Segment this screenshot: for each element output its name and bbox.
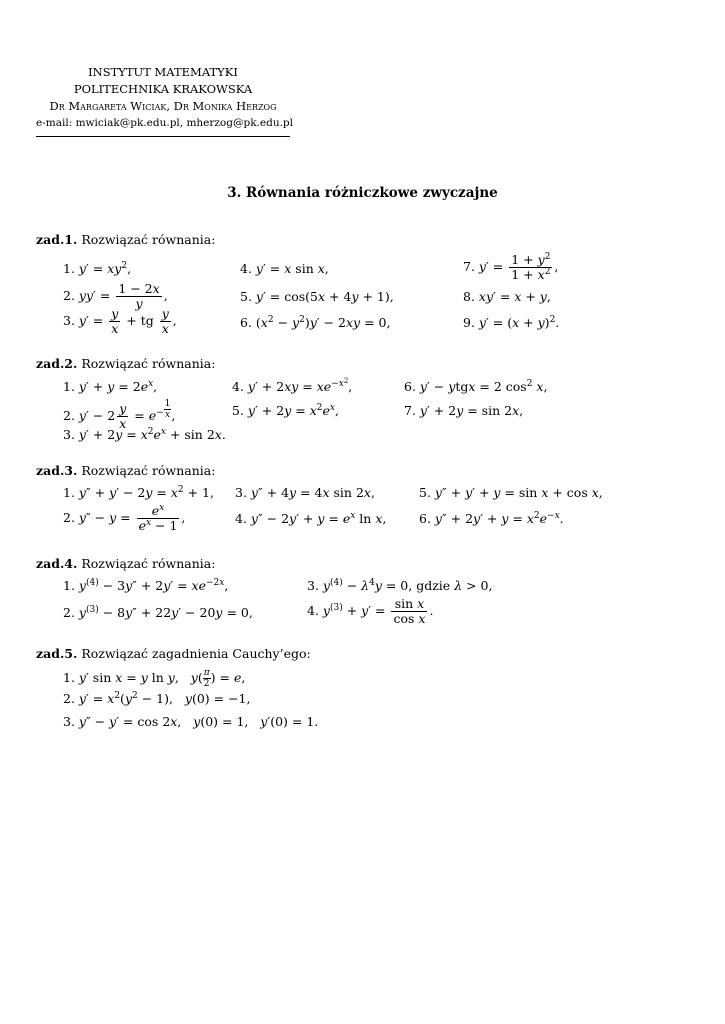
section-text: Rozwiązać równania: xyxy=(81,556,216,571)
cauchy-problem-1: 1. y′ sin x = y ln y, y( $\frac{\pi}{2}$ ) = e, xyxy=(63,668,246,689)
section-text: Rozwiązać równania: xyxy=(81,232,216,247)
equation-2-1: 1. $y' + y = 2e^x$, xyxy=(63,379,158,394)
equation-2-6: 6. y′ − ytgx = 2 $\cos^2 x$, xyxy=(404,379,548,394)
equation-3-6: 6. $y'' + 2y' + y = x^2e^{-x}$. xyxy=(419,511,564,526)
equation-2-2: 2. y′ − 2 $\frac{y}{x}$ = $e^{- \frac{1}{x}}$ , xyxy=(63,399,176,431)
equation-2-5: 5. $y' + 2y = x^2e^x$, xyxy=(232,403,339,418)
section-heading-zad1 xyxy=(36,232,215,247)
equation-1-6: 6. $(x^2 - y^2)y' - 2xy = 0$, xyxy=(240,315,391,330)
equation-2-4: 4. $y' + 2xy = xe^{-x^2}$, xyxy=(232,377,353,394)
equation-4-1: 1. $y^{(4)} - 3y'' + 2y' = xe^{-2x}$, xyxy=(63,578,229,593)
equation-1-5: 5. y′ = cos(5x + 4y + 1), xyxy=(240,289,394,304)
section-text: Rozwiązać równania: xyxy=(81,463,216,478)
equation-1-7: 7. y′ = $\frac{1 + y^2}{1 + x^2}$ , xyxy=(463,252,559,282)
equation-3-4: 4. $y'' - 2y' + y = e^x$ ln x, xyxy=(235,511,387,526)
equation-4-3: 3. $y^{(4)} - \lambda^4y = 0$, gdzie λ > 0, xyxy=(307,578,493,593)
institute-name: INSTYTUT MATEMATYKI xyxy=(88,65,238,79)
section-label: zad.4. xyxy=(36,556,78,571)
equation-1-9: 9. $y' = (x + y)^2$. xyxy=(463,315,560,330)
section-label: zad.5. xyxy=(36,646,78,661)
university-name: POLITECHNIKA KRAKOWSKA xyxy=(73,82,253,96)
equation-3-5: 5. y″ + y′ + y = sin x + cos x, xyxy=(419,485,603,500)
section-label: zad.2. xyxy=(36,356,78,371)
section-heading-zad3 xyxy=(36,463,215,478)
cauchy-problem-2: 2. $y' = x^2(y^2 - 1)$, y(0) = −1, xyxy=(63,691,251,706)
equation-1-4: 4. y′ = x sin x, xyxy=(240,261,329,276)
equation-3-2: 2. y″ − y = $\frac{e^x}{e^x - 1}$ , xyxy=(63,503,186,533)
authors: Dr Margareta Wiciak, Dr Monika Herzog xyxy=(49,99,277,113)
section-heading-zad2 xyxy=(36,356,215,371)
equation-4-2: 2. $y^{(3)} - 8y'' + 22y' - 20y = 0$, xyxy=(63,605,253,620)
equation-1-2: 2. yy′ = $\frac{1 - 2x}{y}$ , xyxy=(63,281,168,311)
section-label: zad.1. xyxy=(36,232,78,247)
equation-4-4: 4. $y^{(3)} + y'$ = $\frac{\text{sin x}}{\text{cos x}}$ . xyxy=(307,596,434,626)
equation-2-7: 7. y′ + 2y = sin 2x, xyxy=(404,403,524,418)
equation-1-3: 3. y′ = $\frac{y}{x}$ + tg $\frac{y}{x}$ , xyxy=(63,306,177,336)
email-line: e-mail: mwiciak@pk.edu.pl, mherzog@pk.edu.pl xyxy=(36,117,294,129)
equation-1-8: 8. xy′ = x + y, xyxy=(463,289,551,304)
equation-3-3: 3. y″ + 4y = 4x sin 2x, xyxy=(235,485,375,500)
section-text: Rozwiązać zagadnienia Cauchy’ego: xyxy=(81,646,311,661)
header-divider xyxy=(36,136,290,137)
document-header xyxy=(36,64,294,132)
section-heading-zad4 xyxy=(36,556,215,571)
section-label: zad.3. xyxy=(36,463,78,478)
equation-1-1: 1. $y' = xy^2$, xyxy=(63,261,132,276)
equation-3-1: 1. $y'' + y' - 2y = x^2 + 1$, xyxy=(63,485,214,500)
page-title: 3. Równania różniczkowe zwyczajne xyxy=(227,185,498,201)
section-heading-zad5 xyxy=(36,646,311,661)
cauchy-problem-3: 3. y″ − y′ = cos 2x, y(0) = 1, y′(0) = 1. xyxy=(63,714,319,729)
section-text: Rozwiązać równania: xyxy=(81,356,216,371)
equation-2-3: 3. $y' + 2y = x^2e^x + \sin 2x$. xyxy=(63,427,226,442)
